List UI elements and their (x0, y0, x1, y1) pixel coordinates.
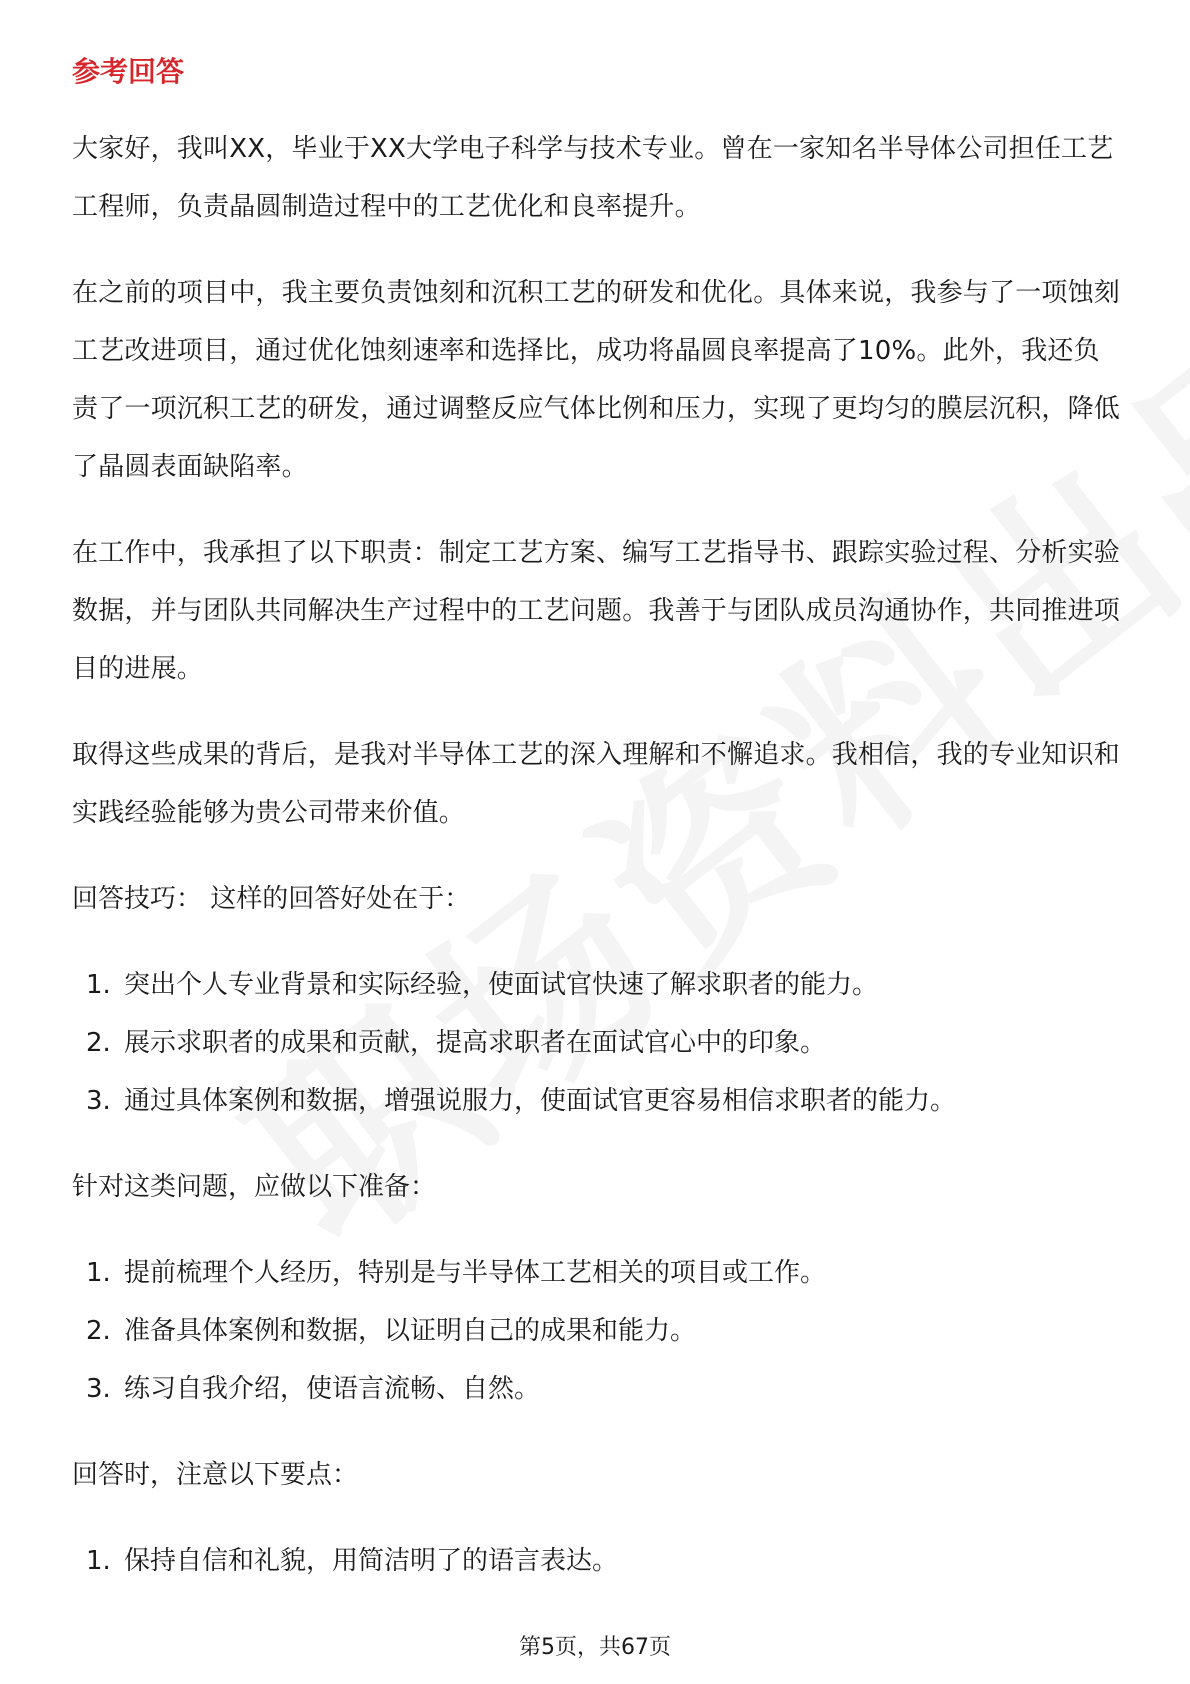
notes-list (72, 1532, 1122, 1590)
page-content (72, 48, 1122, 1618)
list-item: 3. 通过具体案例和数据，增强说服力，使面试官更容易相信求职者的能力。 (86, 1086, 957, 1116)
list-item: 3. 练习自我介绍，使语言流畅、自然。 (86, 1374, 541, 1404)
list-item: 1. 保持自信和礼貌，用简洁明了的语言表达。 (86, 1546, 619, 1576)
page-number-footer: 第5页，共67页 (519, 1635, 671, 1660)
list-item: 2. 准备具体案例和数据，以证明自己的成果和能力。 (86, 1316, 697, 1346)
prep-label: 针对这类问题，应做以下准备： (72, 1172, 437, 1202)
list-item: 1. 提前梳理个人经历，特别是与半导体工艺相关的项目或工作。 (86, 1258, 827, 1288)
list-item: 1. 突出个人专业背景和实际经验，使面试官快速了解求职者的能力。 (86, 970, 879, 1000)
paragraph-projects: 在之前的项目中，我主要负责蚀刻和沉积工艺的研发和优化。具体来说，我参与了一项蚀刻工艺改进项目，通过优化蚀刻速率和选择比，成功将晶圆良率提高了10%。此外，我还负责了一项沉积工艺的研发，通过调整反应气体比例和压力，实现了更均匀的膜层沉积，降低了晶圆表面缺陷率。 (72, 278, 1121, 482)
section-heading: 参考回答 (72, 55, 185, 88)
prep-list (72, 1244, 1122, 1418)
tips-list (72, 956, 1122, 1130)
tips-label: 回答技巧： 这样的回答好处在于： (72, 884, 471, 914)
list-item: 2. 展示求职者的成果和贡献，提高求职者在面试官心中的印象。 (86, 1028, 827, 1058)
paragraph-duties: 在工作中，我承担了以下职责：制定工艺方案、编写工艺指导书、跟踪实验过程、分析实验数据，并与团队共同解决生产过程中的工艺问题。我善于与团队成员沟通协作，共同推进项目的进展。 (72, 538, 1121, 684)
paragraph-summary: 取得这些成果的背后，是我对半导体工艺的深入理解和不懈追求。我相信，我的专业知识和实践经验能够为贵公司带来价值。 (72, 740, 1121, 828)
notes-label: 回答时，注意以下要点： (72, 1460, 359, 1490)
paragraph-intro: 大家好，我叫XX，毕业于XX大学电子科学与技术专业。曾在一家知名半导体公司担任工艺工程师，负责晶圆制造过程中的工艺优化和良率提升。 (72, 134, 1114, 222)
